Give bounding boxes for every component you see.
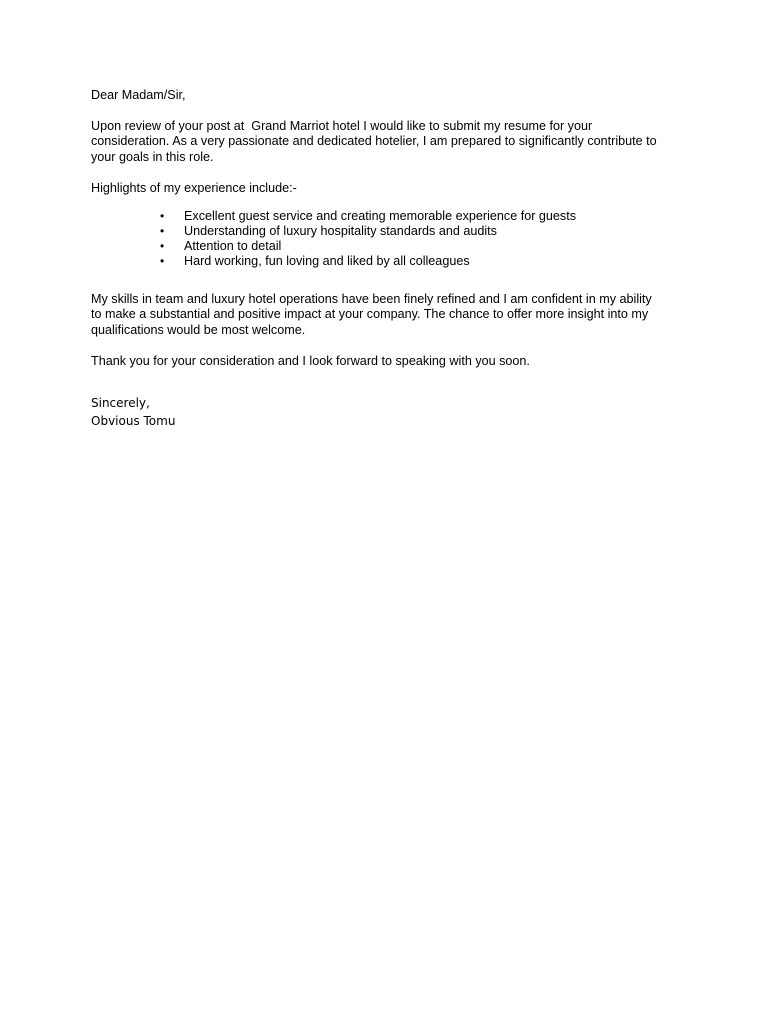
skills-line: My skills in team and luxury hotel operations have been finely refined and I am confident in my ability — [91, 292, 652, 306]
intro-line: your goals in this role. — [91, 150, 214, 164]
highlights-heading: Highlights of my experience include:- — [91, 181, 297, 195]
intro-line: Upon review of your post at Grand Marriot hotel I would like to submit my resume for your — [91, 119, 593, 133]
salutation: Dear Madam/Sir, — [91, 88, 186, 102]
intro-line: consideration. As a very passionate and dedicated hotelier, I am prepared to significantly contribute to — [91, 134, 657, 148]
signature-name: Obvious Tomu — [91, 414, 176, 428]
closing-line: Thank you for your consideration and I look forward to speaking with you soon. — [91, 354, 530, 368]
bullet-icon: • — [160, 254, 165, 268]
list-item-text: Attention to detail — [184, 239, 282, 253]
valediction: Sincerely, — [91, 396, 150, 410]
skills-line: qualifications would be most welcome. — [91, 323, 306, 337]
list-item-text: Hard working, fun loving and liked by all colleagues — [184, 254, 470, 268]
bullet-icon: • — [160, 239, 165, 253]
bullet-icon: • — [160, 209, 165, 223]
skills-line: to make a substantial and positive impact at your company. The chance to offer more insight into my — [91, 307, 649, 321]
list-item-text: Understanding of luxury hospitality standards and audits — [184, 224, 497, 238]
list-item-text: Excellent guest service and creating memorable experience for guests — [184, 209, 577, 223]
bullet-icon: • — [160, 224, 165, 238]
